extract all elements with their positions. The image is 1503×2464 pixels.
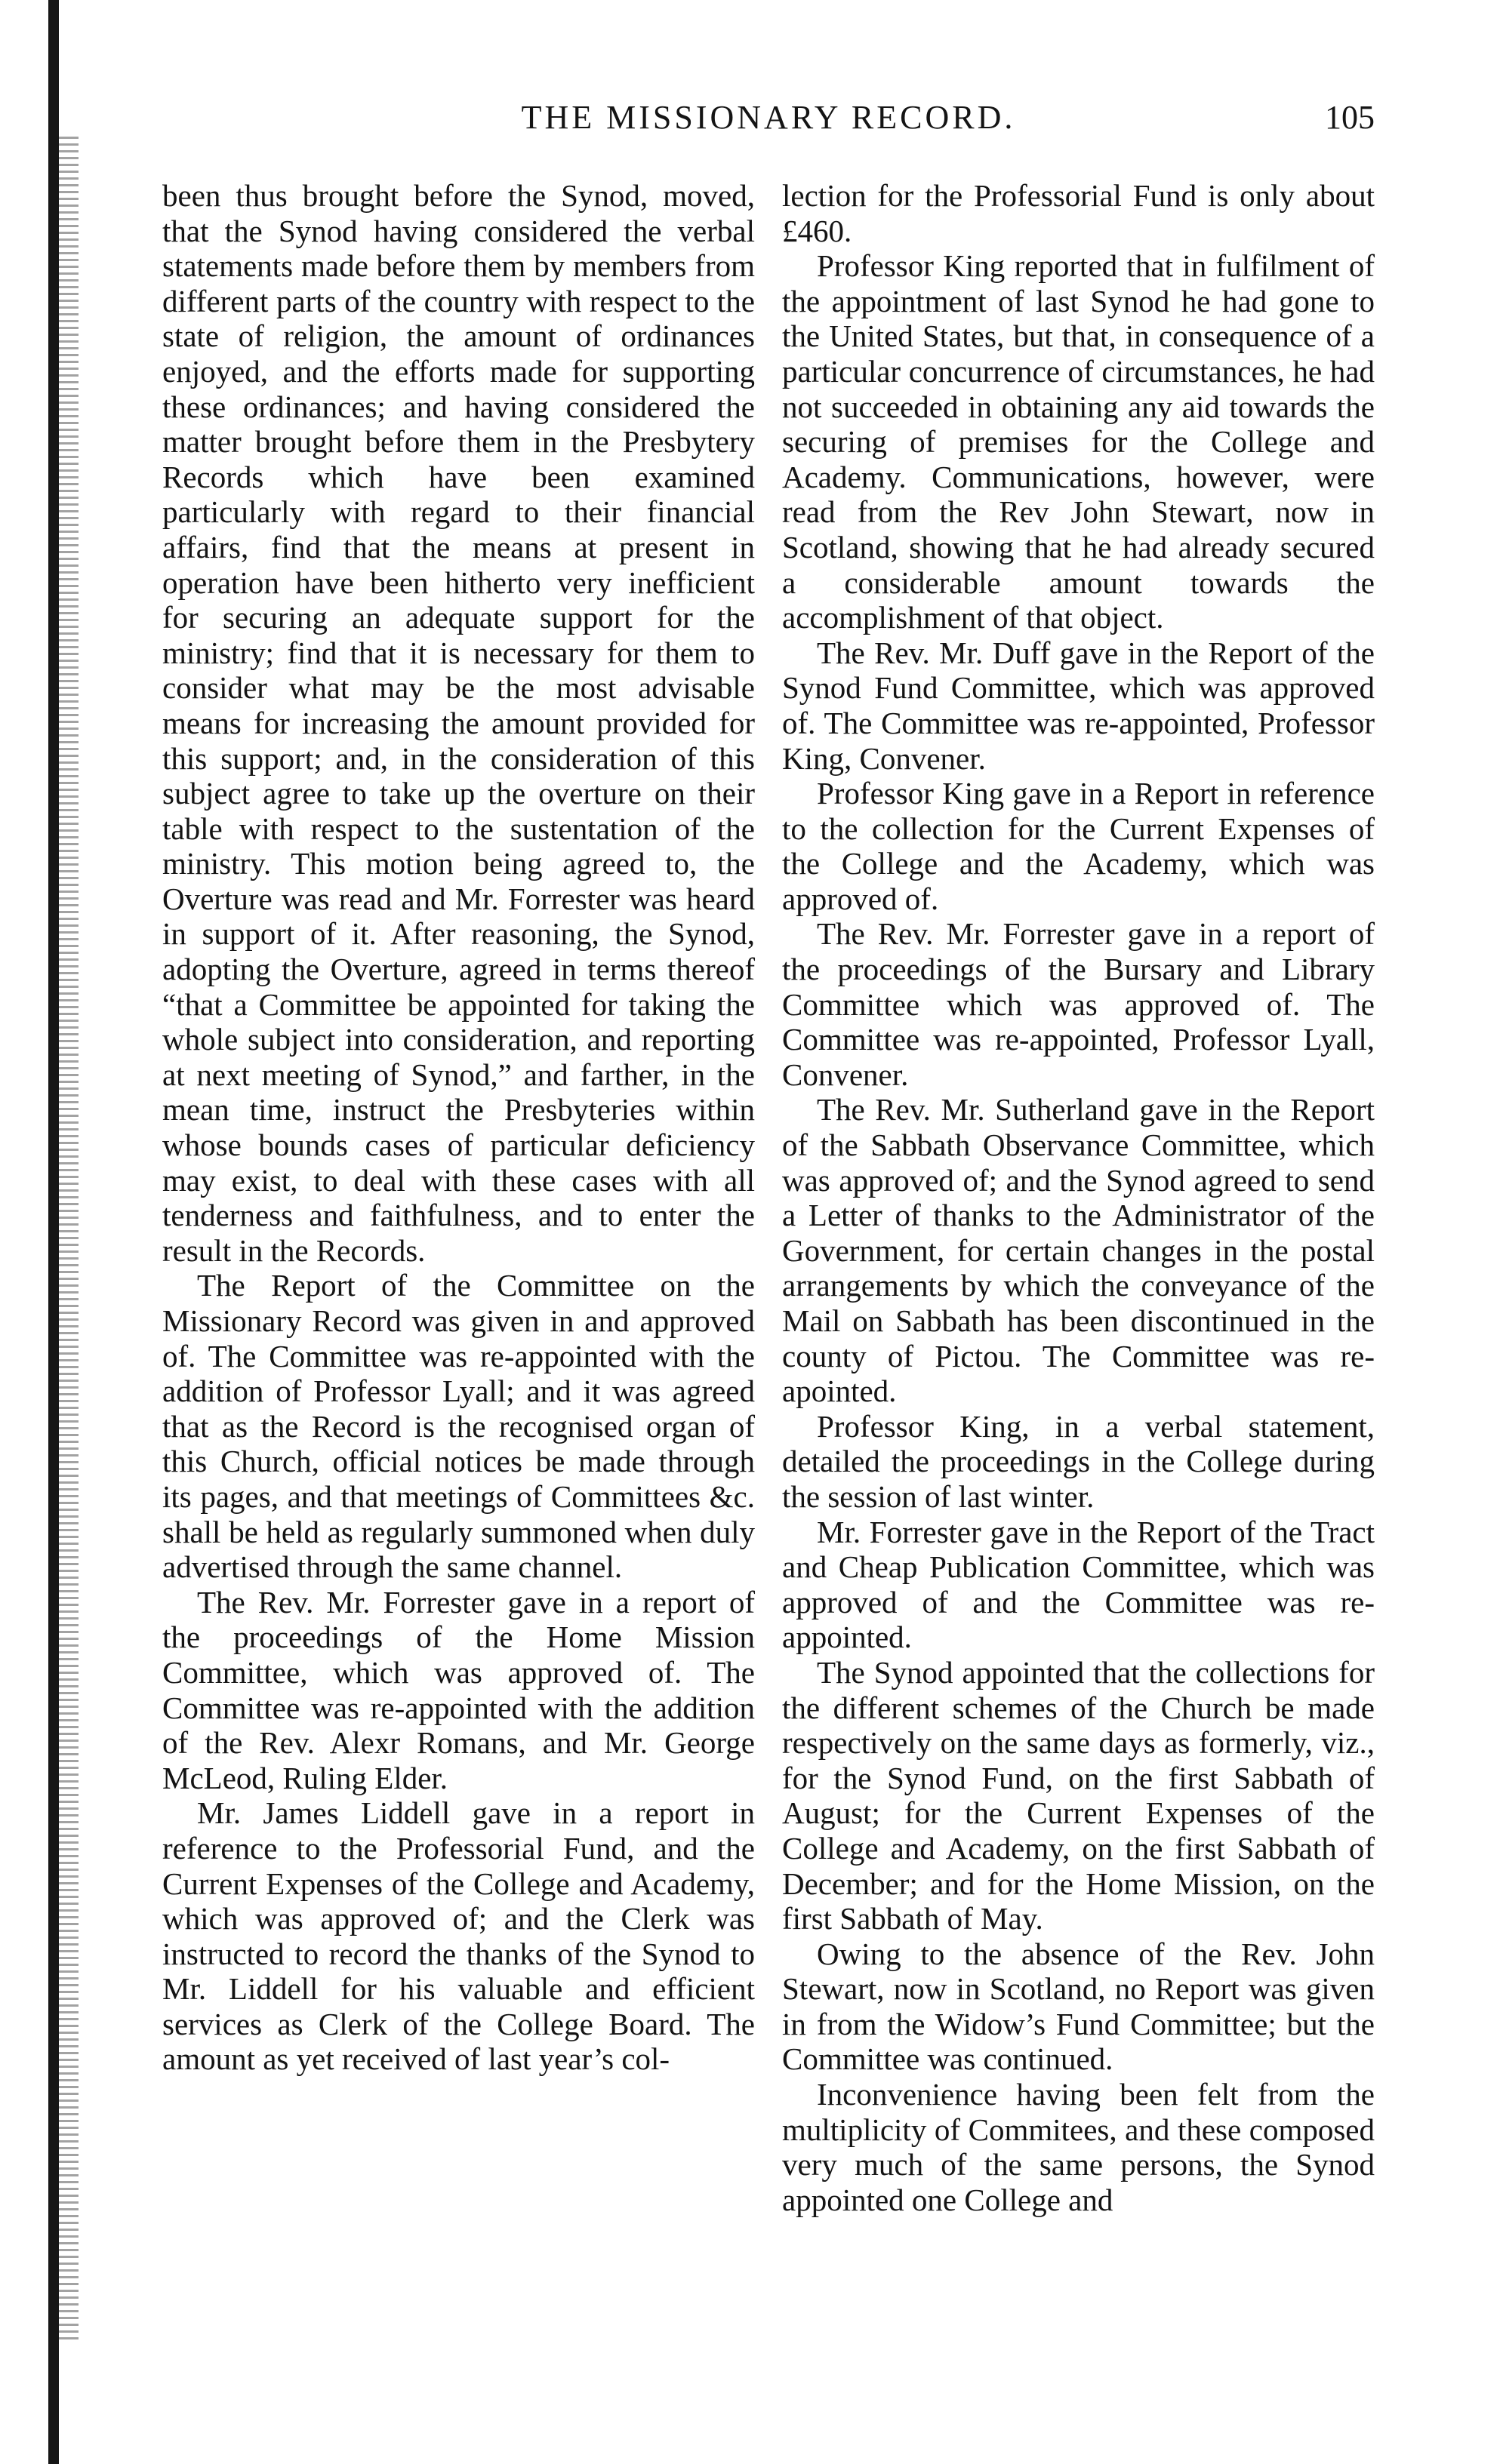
page-number: 105 [1325, 99, 1375, 136]
paragraph: Mr. James Liddell gave in a report in reference to the Professorial Fund, and the Current Expenses of the College and Academy, which was approved of; and the Clerk was instructed to record the thanks of the Synod to Mr. Liddell for his valuable and efficient services as Clerk of the College Board. The amount as yet received of last year’s col- [162, 1795, 755, 2077]
running-head: THE MISSIONARY RECORD. [521, 99, 1016, 136]
left-column [162, 178, 755, 2077]
paragraph: The Rev. Mr. Sutherland gave in the Report of the Sabbath Observance Committee, which was approved of; and the Synod agreed to send a Letter of thanks to the Administrator of the Government, for certain changes in the postal arrangements by which the conveyance of the Mail on Sabbath has been discontinued in the county of Pictou. The Committee was re-apointed. [782, 1092, 1375, 1409]
paragraph: The Report of the Committee on the Missionary Record was given in and approved of. The Committee was re-appointed with the addition of Professor Lyall; and it was agreed that as the Record is the recognised organ of this Church, official notices be made through its pages, and that meetings of Committees &c. shall be held as regularly summoned when duly advertised through the same channel. [162, 1268, 755, 1585]
paragraph: Professor King reported that in fulfilment of the appointment of last Synod he had gone to the United States, but that, in consequence of a particular concurrence of circumstances, he had not succeeded in obtaining any aid towards the securing of premises for the College and Academy. Communications, however, were read from the Rev John Stewart, now in Scotland, showing that he had already secured a considerable amount towards the accomplishment of that object. [782, 248, 1375, 635]
page-header [162, 97, 1375, 142]
binding-shadow [59, 136, 79, 2339]
page-binding-edge [48, 0, 59, 2464]
paragraph: lection for the Professorial Fund is only about £460. [782, 178, 1375, 248]
paragraph: Professor King, in a verbal statement, detailed the proceedings in the College during the session of last winter. [782, 1408, 1375, 1514]
paragraph: The Synod appointed that the collections for the different schemes of the Church be made respectively on the same days as formerly, viz., for the Synod Fund, on the first Sabbath of August; for the Current Expenses of the College and Academy, on the first Sabbath of December; and for the Home Mission, on the first Sabbath of May. [782, 1654, 1375, 1936]
right-column [782, 178, 1375, 2217]
paragraph: Owing to the absence of the Rev. John Stewart, now in Scotland, no Report was given in from the Widow’s Fund Committee; but the Committee was continued. [782, 1936, 1375, 2077]
paragraph: Mr. Forrester gave in the Report of the Tract and Cheap Publication Committee, which was approved of and the Committee was re-appointed. [782, 1514, 1375, 1655]
paragraph: Inconvenience having been felt from the multiplicity of Commitees, and these composed very much of the same persons, the Synod appointed one College and [782, 2077, 1375, 2217]
paragraph: The Rev. Mr. Duff gave in the Report of the Synod Fund Committee, which was approved of. The Committee was re-appointed, Professor King, Convener. [782, 635, 1375, 776]
paragraph: The Rev. Mr. Forrester gave in a report of the proceedings of the Home Mission Committee, which was approved of. The Committee was re-appointed with the addition of the Rev. Alexr Romans, and Mr. George McLeod, Ruling Elder. [162, 1584, 755, 1795]
paragraph: The Rev. Mr. Forrester gave in a report of the proceedings of the Bursary and Library Committee which was approved of. The Committee was re-appointed, Professor Lyall, Convener. [782, 916, 1375, 1092]
paragraph: Professor King gave in a Report in reference to the collection for the Current Expenses of the College and the Academy, which was approved of. [782, 776, 1375, 916]
paragraph: been thus brought before the Synod, moved, that the Synod having considered the verbal statements made before them by members from different parts of the country with respect to the state of religion, the amount of ordinances enjoyed, and the efforts made for supporting these ordinances; and having considered the matter brought before them in the Presbytery Records which have been examined particularly with regard to their financial affairs, find that the means at present in operation have been hitherto very inefficient for securing an adequate support for the ministry; find that it is necessary for them to consider what may be the most advisable means for increasing the amount provided for this support; and, in the consideration of this subject agree to take up the overture on their table with respect to the sustentation of the ministry. This motion being agreed to, the Overture was read and Mr. Forrester was heard in support of it. After reasoning, the Synod, adopting the Overture, agreed in terms thereof “that a Committee be appointed for taking the whole subject into consideration, and reporting at next meeting of Synod,” and farther, in the mean time, instruct the Presbyteries within whose bounds cases of particular deficiency may exist, to deal with these cases with all tenderness and faithfulness, and to enter the result in the Records. [162, 178, 755, 1268]
